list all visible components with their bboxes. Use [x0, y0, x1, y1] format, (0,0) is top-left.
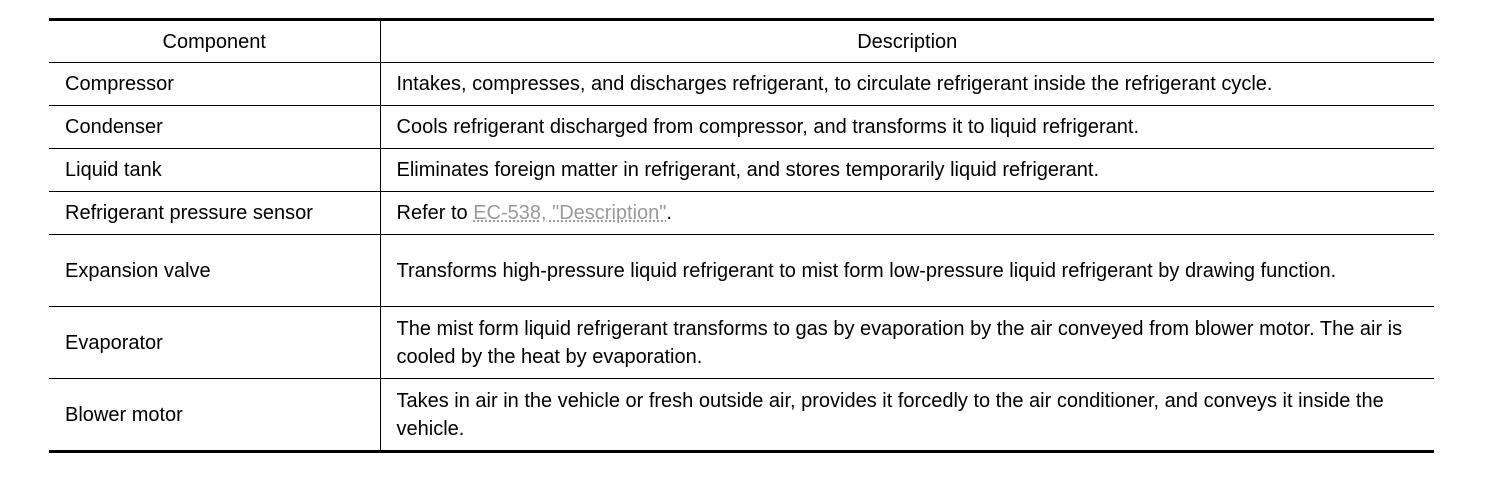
description-cell: Intakes, compresses, and discharges refrigerant, to circulate refrigerant inside the refrigerant cycle. — [380, 63, 1434, 106]
component-table-wrapper — [49, 18, 1434, 453]
component-cell: Condenser — [49, 106, 380, 149]
table-row — [49, 307, 1434, 379]
component-cell: Compressor — [49, 63, 380, 106]
description-cell: The mist form liquid refrigerant transforms to gas by evaporation by the air conveyed from blower motor. The air is cooled by the heat by evaporation. — [380, 307, 1434, 379]
table-header-row — [49, 20, 1434, 63]
table-row — [49, 106, 1434, 149]
column-header-description: Description — [380, 20, 1434, 63]
ec-538-description-link[interactable]: EC-538, "Description" — [473, 202, 667, 224]
table-row — [49, 235, 1434, 307]
component-cell: Refrigerant pressure sensor — [49, 192, 380, 235]
component-cell: Liquid tank — [49, 149, 380, 192]
table-row — [49, 63, 1434, 106]
component-cell: Expansion valve — [49, 235, 380, 307]
table-row — [49, 192, 1434, 235]
table-row — [49, 379, 1434, 452]
description-cell: Takes in air in the vehicle or fresh outside air, provides it forcedly to the air conditioner, and conveys it inside the vehicle. — [380, 379, 1434, 452]
description-prefix: Refer to — [396, 202, 474, 224]
component-description-table — [49, 18, 1434, 453]
component-cell: Evaporator — [49, 307, 380, 379]
table-row — [49, 149, 1434, 192]
description-suffix: . — [666, 202, 672, 224]
description-cell: Eliminates foreign matter in refrigerant, and stores temporarily liquid refrigerant. — [380, 149, 1434, 192]
description-cell — [380, 192, 1434, 235]
column-header-component: Component — [49, 20, 380, 63]
component-cell: Blower motor — [49, 379, 380, 452]
description-cell: Cools refrigerant discharged from compressor, and transforms it to liquid refrigerant. — [380, 106, 1434, 149]
description-cell: Transforms high-pressure liquid refrigerant to mist form low-pressure liquid refrigerant by drawing function. — [380, 235, 1434, 307]
